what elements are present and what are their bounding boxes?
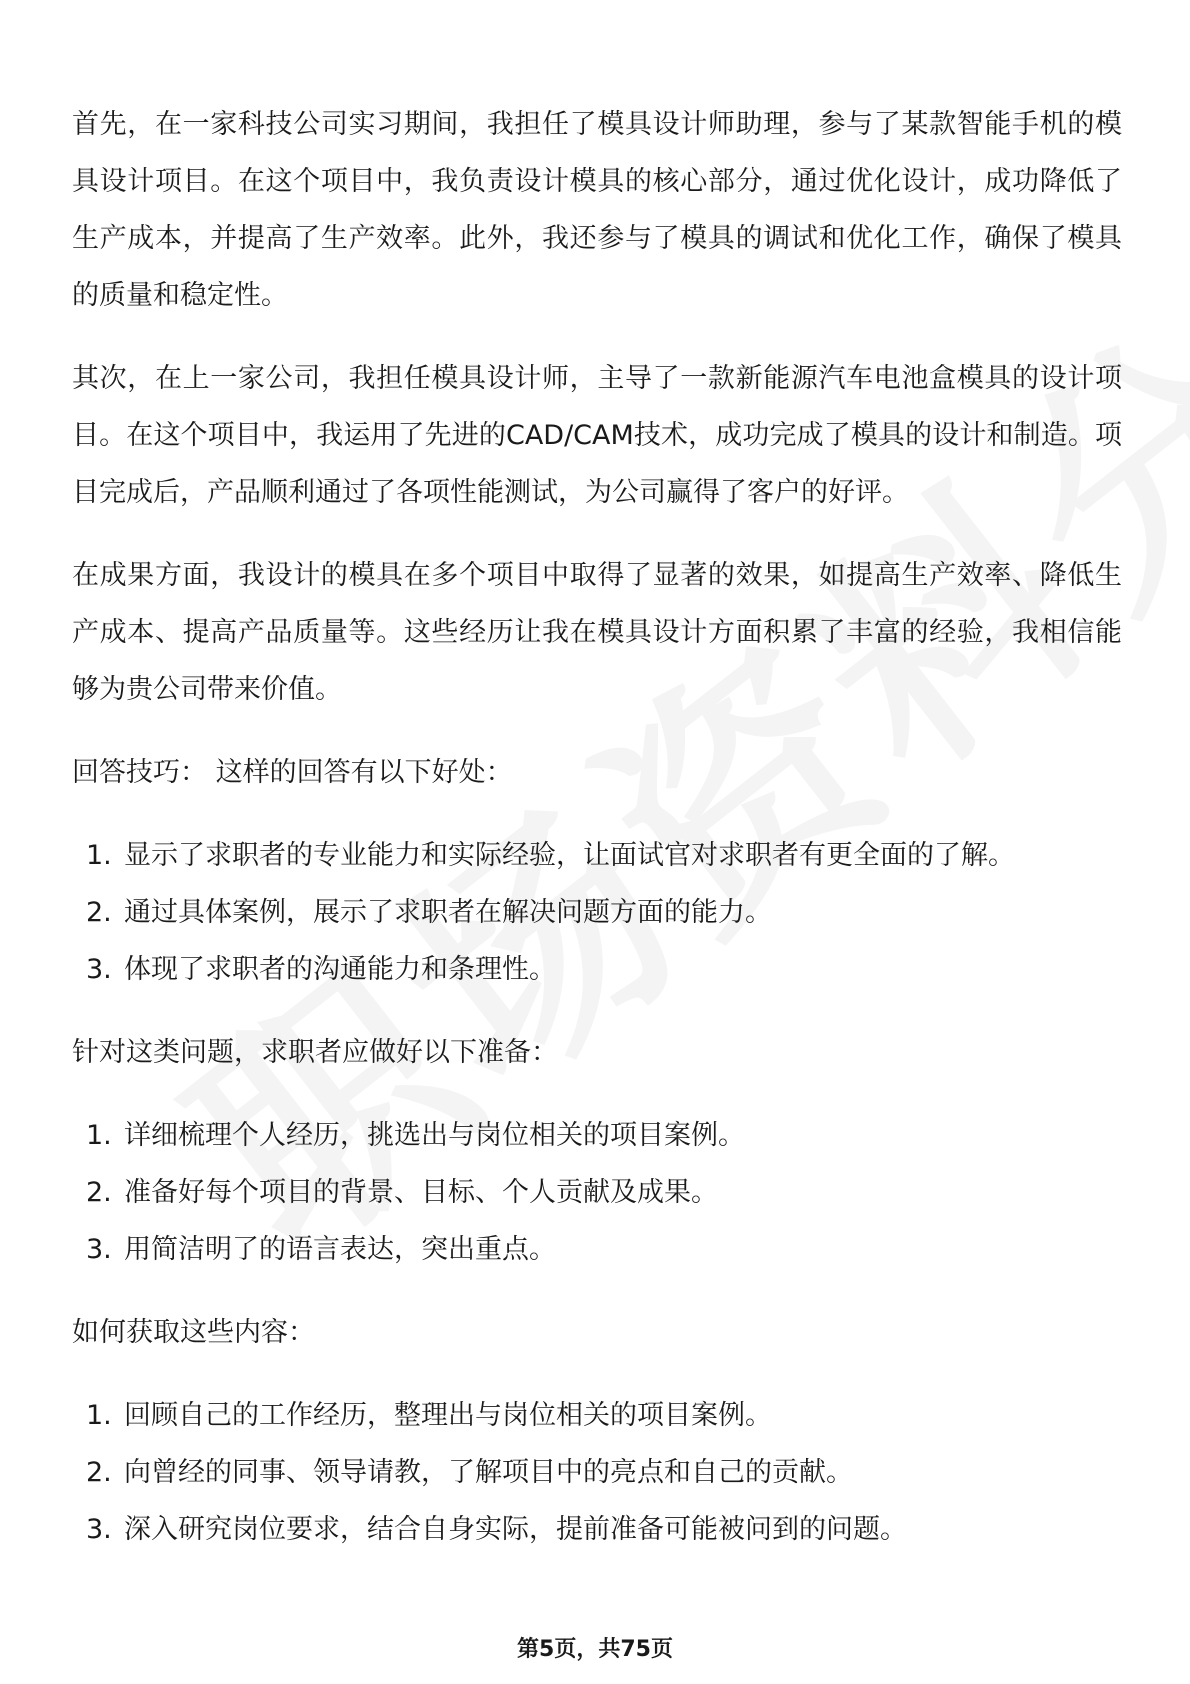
list-item: [72, 827, 1122, 884]
paragraph-internship: 首先，在一家科技公司实习期间，我担任了模具设计师助理，参与了某款智能手机的模具设计项目。在这个项目中，我负责设计模具的核心部分，通过优化设计，成功降低了生产成本，并提高了生产效率。此外，我还参与了模具的调试和优化工作，确保了模具的质量和稳定性。: [72, 109, 1122, 311]
page-number-footer: 第5页，共75页: [517, 1637, 673, 1662]
list-item: [72, 1107, 1122, 1164]
list-item: [72, 1164, 1122, 1221]
list-item: [72, 1501, 1122, 1558]
list-text: 显示了求职者的专业能力和实际经验，让面试官对求职者有更全面的了解。: [124, 840, 1015, 871]
list-number: 2.: [86, 1177, 112, 1208]
tips-list: [72, 827, 1122, 998]
list-number: 3.: [86, 1514, 112, 1545]
list-item: [72, 884, 1122, 941]
obtain-heading: 如何获取这些内容：: [72, 1317, 315, 1348]
list-number: 3.: [86, 954, 112, 985]
paragraph-achievements: 在成果方面，我设计的模具在多个项目中取得了显著的效果，如提高生产效率、降低生产成本、提高产品质量等。这些经历让我在模具设计方面积累了丰富的经验，我相信能够为贵公司带来价值。: [72, 560, 1122, 705]
paragraph-previous-company: 其次，在上一家公司，我担任模具设计师，主导了一款新能源汽车电池盒模具的设计项目。在这个项目中，我运用了先进的CAD/CAM技术，成功完成了模具的设计和制造。项目完成后，产品顺利通过了各项性能测试，为公司赢得了客户的好评。: [72, 363, 1122, 508]
tips-heading: 回答技巧： 这样的回答有以下好处：: [72, 757, 513, 788]
list-text: 深入研究岗位要求，结合自身实际，提前准备可能被问到的问题。: [124, 1514, 907, 1545]
obtain-list: [72, 1387, 1122, 1558]
prepare-list: [72, 1107, 1122, 1278]
list-item: [72, 941, 1122, 998]
list-number: 1.: [86, 840, 112, 871]
prepare-heading: 针对这类问题，求职者应做好以下准备：: [72, 1037, 558, 1068]
list-text: 用简洁明了的语言表达，突出重点。: [124, 1234, 556, 1265]
list-text: 体现了求职者的沟通能力和条理性。: [124, 954, 556, 985]
list-number: 3.: [86, 1234, 112, 1265]
list-number: 2.: [86, 1457, 112, 1488]
list-text: 回顾自己的工作经历，整理出与岗位相关的项目案例。: [124, 1400, 772, 1431]
list-number: 2.: [86, 897, 112, 928]
list-item: [72, 1387, 1122, 1444]
list-text: 准备好每个项目的背景、目标、个人贡献及成果。: [124, 1177, 718, 1208]
list-number: 1.: [86, 1400, 112, 1431]
list-text: 详细梳理个人经历，挑选出与岗位相关的项目案例。: [124, 1120, 745, 1151]
list-number: 1.: [86, 1120, 112, 1151]
list-item: [72, 1444, 1122, 1501]
document-body: [72, 96, 1122, 1584]
list-text: 通过具体案例，展示了求职者在解决问题方面的能力。: [124, 897, 772, 928]
list-item: [72, 1221, 1122, 1278]
list-text: 向曾经的同事、领导请教，了解项目中的亮点和自己的贡献。: [124, 1457, 853, 1488]
